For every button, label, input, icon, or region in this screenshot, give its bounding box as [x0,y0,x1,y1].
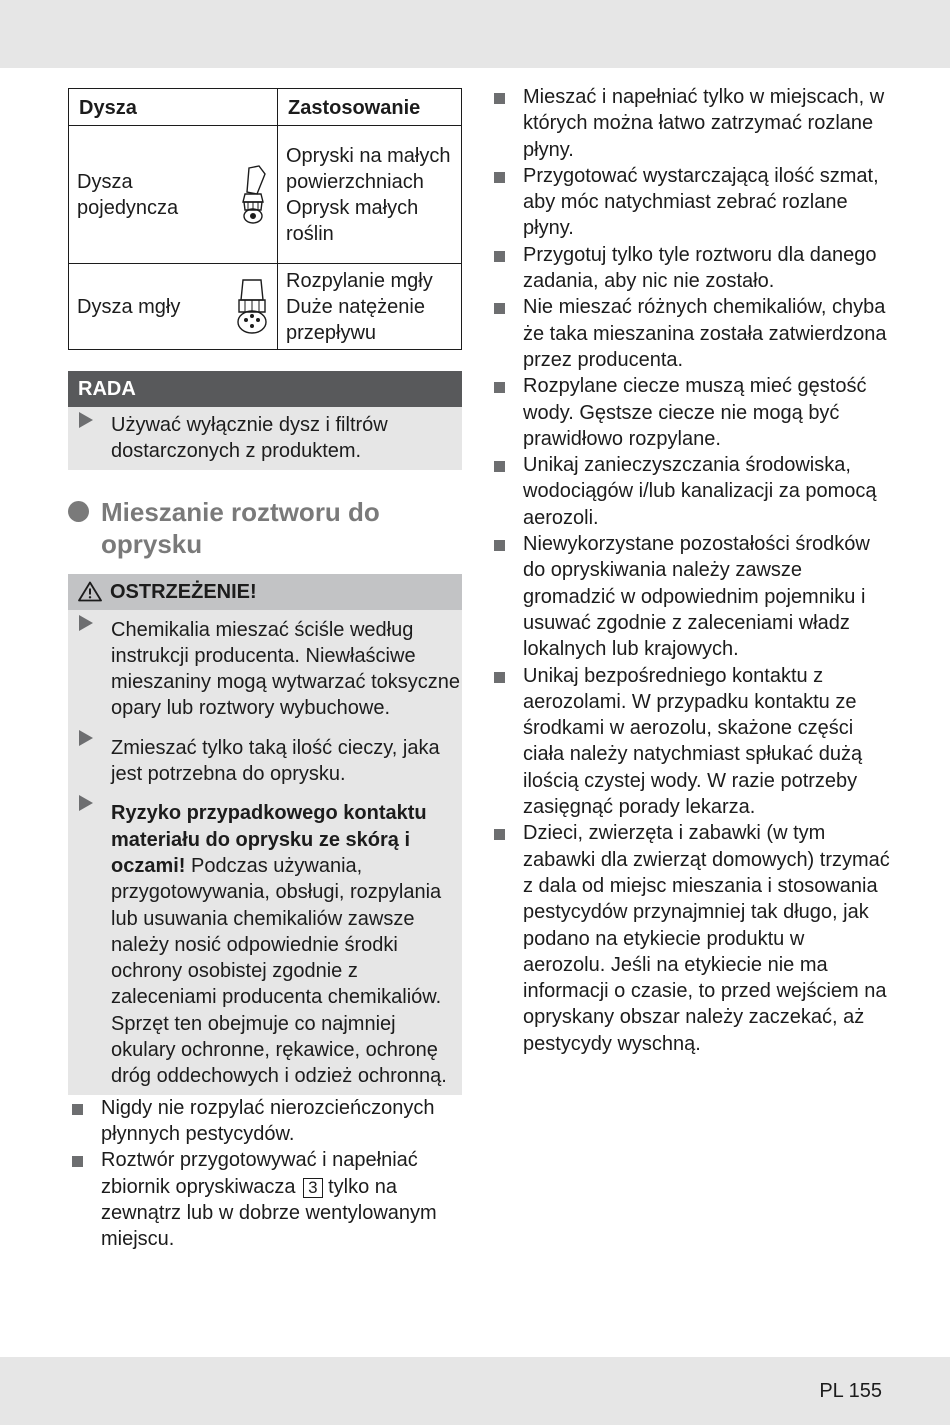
hint-item-text: Używać wyłącznie dysz i filtrów dostarczonych z produktem. [111,414,388,463]
nozzle-name: Dysza mgły [77,295,181,318]
list-item-text: Unikaj zanieczyszczania środowiska, wodociągów i/lub kanalizacji za pomocą aerozoli. [523,454,877,529]
bullet-dot-icon [68,501,89,522]
table-header-nozzle: Dysza [69,89,278,126]
list-item [68,1147,462,1252]
list-item-text: Mieszać i napełniać tylko w miejscach, w których można łatwo zatrzymać rozlane płyny. [523,86,885,161]
warning-header [68,574,462,610]
footer-band [0,1357,950,1425]
list-item-text: Unikaj bezpośredniego kontaktu z aerozolami. W przypadku kontaktu ze środkami w aerozolu, skażone części ciała należy natychmiast spłukać dużą ilością czystej wody. W razie potrzeby zasięgnąć porady lekarza. [523,664,863,819]
table-header-row [69,89,462,126]
arrow-bullet-icon [79,615,93,631]
list-item-text: Przygotuj tylko tyle roztworu dla danego zadania, aby nic nie zostało. [523,243,877,293]
list-item [490,820,890,1057]
page-number: PL 155 [819,1380,882,1402]
warning-item-bold: Ryzyko przypadkowego kontaktu materiału do oprysku ze skórą i oczami! [111,802,427,877]
warning-item [68,790,462,1092]
table-header-use: Zastosowanie [278,89,462,126]
warning-triangle-icon [78,581,102,602]
part-reference-number: 3 [303,1178,322,1198]
nozzle-name-cell [69,264,278,350]
section-heading [68,496,462,560]
left-column [68,88,462,1252]
nozzle-name: Dysza pojedyncza [77,170,179,219]
right-column [490,84,890,1057]
arrow-bullet-icon [79,730,93,746]
list-item-text: Przygotować wystarczającą ilość szmat, aby móc natychmiast zebrać rozlane płyny. [523,164,879,240]
warning-item [68,725,462,791]
right-bullet-list [490,84,890,1057]
section-title: Mieszanie roztworu do oprysku [101,496,380,559]
list-item [490,294,890,373]
hint-box [68,371,462,470]
warning-box [68,574,462,1095]
list-item-text: Dzieci, zwierzęta i zabawki (w tym zabawki dla zwierząt domowych) trzymać z dala od miejsc mieszania i stosowania pestycydów przynajmniej tak długo, jak podano na etykiecie produktu w aerozolu. Jeśli na etykiecie nie ma informacji o czasie, to przed wejściem na opryskany obszar należy zaczekać, aż pestycydy wyschną. [523,822,890,1055]
list-item-text: Nigdy nie rozpylać nierozcieńczonych płynnych pestycydów. [101,1096,435,1145]
list-item-text: Roztwór przygotowywać i napełniać zbiornik opryskiwacza [101,1149,418,1198]
list-item [490,373,890,452]
table-row [69,126,462,264]
list-item [490,242,890,295]
list-item [68,1095,462,1148]
arrow-bullet-icon [79,795,93,811]
list-item [490,84,890,163]
mist-nozzle-icon [231,276,269,338]
list-item-text: Rozpylane ciecze muszą mieć gęstość wody. Gęstsze ciecze nie mogą być prawidłowo rozpylane. [523,375,867,450]
list-item [490,163,890,242]
warning-title: OSTRZEŻENIE! [110,580,257,603]
warning-item-text: Chemikalia mieszać ściśle według instrukcji producenta. Niewłaściwe mieszaniny mogą wytwarzać toksyczne opary lub roztwory wybuchowe. [111,618,461,720]
warning-item-text: Podczas używania, przygotowywania, obsługi, rozpylania lub usuwania chemikaliów zawsze należy nosić odpowiednie środki ochrony osobistej zgodnie z zaleceniami producenta chemikaliów. Sprzęt ten obejmuje co najmniej okulary ochronne, rękawice, ochronę dróg oddechowych i odzież ochronną. [111,854,447,1088]
nozzle-use-cell: Opryski na małych powierzchniach Oprysk małych roślin [278,126,462,264]
nozzle-use-cell: Rozpylanie mgły Duże natężenie przepływu [278,264,462,350]
list-item-text: Nie mieszać różnych chemikaliów, chyba że taka mieszanina została zatwierdzona przez producenta. [523,296,887,371]
list-item [490,452,890,531]
nozzle-name-cell [69,126,278,264]
list-item-text: tylko na zewnątrz lub w dobrze wentylowanym miejscu. [101,1175,437,1251]
nozzle-table [68,88,462,350]
arrow-bullet-icon [79,412,93,428]
header-band [0,0,950,68]
warning-item [68,610,462,725]
hint-item [68,407,462,470]
list-item [490,663,890,821]
list-item-text: Niewykorzystane pozostałości środków do opryskiwania należy zawsze gromadzić w odpowiednim pojemniku i usuwać zgodnie z zaleceniami władz lokalnych lub krajowych. [523,533,870,661]
hint-title: RADA [68,371,462,407]
list-item [490,531,890,662]
single-nozzle-icon [235,164,269,226]
left-bullet-list [68,1095,462,1253]
table-row [69,264,462,350]
warning-item-text: Zmieszać tylko taką ilość cieczy, jaka jest potrzebna do oprysku. [111,736,440,786]
